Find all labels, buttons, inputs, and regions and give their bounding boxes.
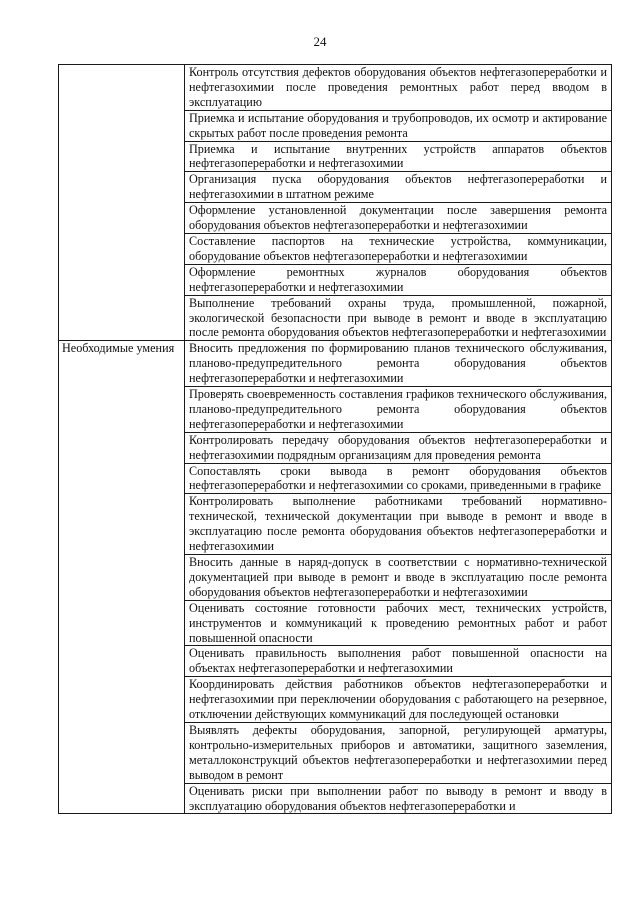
table-cell: Составление паспортов на технические устройства, коммуникации, оборудование объектов нефтегазопереработки и нефтегазохимии <box>185 233 612 264</box>
table-cell: Контролировать выполнение работниками требований нормативно-технической, технической документации при выводе в ремонт и вводе в эксплуатацию после ремонта оборудования объектов нефтегазопереработки и нефтегазохимии <box>185 494 612 555</box>
table-cell: Выполнение требований охраны труда, промышленной, пожарной, экологической безопасности при выводе в ремонт и вводе в эксплуатацию после ремонта оборудования объектов нефтегазопереработки и нефтегазохимии <box>185 295 612 341</box>
section-label <box>59 65 185 341</box>
table-row <box>59 65 612 111</box>
table-cell: Координировать действия работников объектов нефтегазопереработки и нефтегазохимии при переключении оборудования с работающего на резервное, отключении действующих коммуникаций для последующей остановки <box>185 677 612 723</box>
table-cell: Оценивать риски при выполнении работ по выводу в ремонт и вводу в эксплуатацию оборудования объектов нефтегазопереработки и <box>185 783 612 814</box>
page-bottom-margin <box>0 858 640 901</box>
table-row <box>59 341 612 387</box>
table-cell: Приемка и испытание оборудования и трубопроводов, их осмотр и актирование скрытых работ после проведения ремонта <box>185 110 612 141</box>
table-cell: Контроль отсутствия дефектов оборудования объектов нефтегазопереработки и нефтегазохимии после проведения ремонтных работ перед вводом в эксплуатацию <box>185 65 612 111</box>
table-cell: Выявлять дефекты оборудования, запорной, регулирующей арматуры, контрольно-измерительных приборов и автоматики, защитного заземления, металлоконструкций объектов нефтегазопереработки и нефтегазохимии перед выводом в ремонт <box>185 722 612 783</box>
table-cell: Оценивать состояние готовности рабочих мест, технических устройств, инструментов и коммуникаций к проведению ремонтных работ и работ повышенной опасности <box>185 600 612 646</box>
table-cell: Оформление установленной документации после завершения ремонта оборудования объектов нефтегазопереработки и нефтегазохимии <box>185 203 612 234</box>
section-label: Необходимые умения <box>59 341 185 814</box>
table-cell: Оформление ремонтных журналов оборудования объектов нефтегазопереработки и нефтегазохимии <box>185 264 612 295</box>
table-cell: Сопоставлять сроки вывода в ремонт оборудования объектов нефтегазопереработки и нефтегазохимии со сроками, приведенными в графике <box>185 463 612 494</box>
table-cell: Оценивать правильность выполнения работ повышенной опасности на объектах нефтегазопереработки и нефтегазохимии <box>185 646 612 677</box>
table-cell: Контролировать передачу оборудования объектов нефтегазопереработки и нефтегазохимии подрядным организациям для проведения ремонта <box>185 432 612 463</box>
table-cell: Проверять своевременность составления графиков технического обслуживания, планово-предупредительного ремонта оборудования объектов нефтегазопереработки и нефтегазохимии <box>185 387 612 433</box>
table-cell: Вносить предложения по формированию планов технического обслуживания, планово-предупредительного ремонта оборудования объектов нефтегазопереработки и нефтегазохимии <box>185 341 612 387</box>
table-cell: Организация пуска оборудования объектов нефтегазопереработки и нефтегазохимии в штатном режиме <box>185 172 612 203</box>
requirements-table <box>58 64 612 814</box>
table-cell: Вносить данные в наряд-допуск в соответствии с нормативно-технической документацией при выводе в ремонт и вводе в эксплуатацию после ремонта оборудования объектов нефтегазопереработки и нефтегазохимии <box>185 555 612 601</box>
table-cell: Приемка и испытание внутренних устройств аппаратов объектов нефтегазопереработки и нефтегазохимии <box>185 141 612 172</box>
page-number: 24 <box>313 34 327 49</box>
